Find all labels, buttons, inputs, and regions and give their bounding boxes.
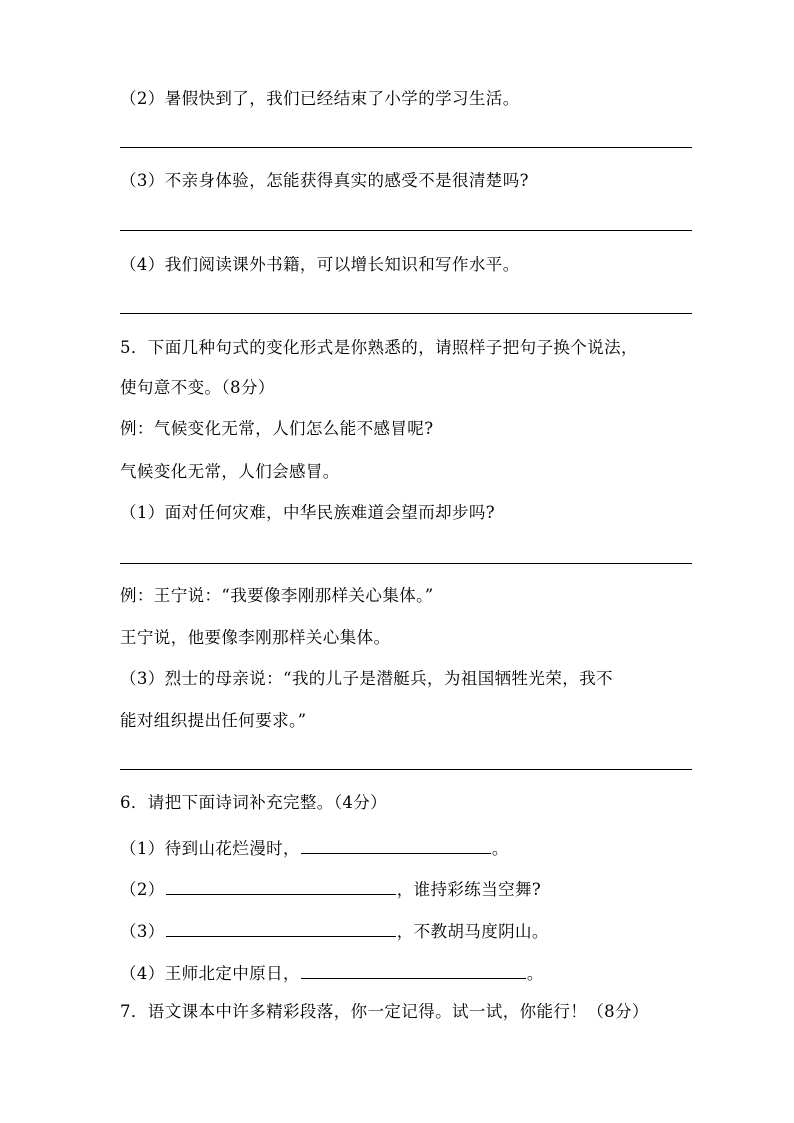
answer-line-4-4[interactable]	[120, 313, 692, 314]
question-4-4: （4）我们阅读课外书籍，可以增长知识和写作水平。	[120, 255, 520, 274]
answer-line-4-3[interactable]	[120, 230, 692, 231]
question-5-example-1: 例：气候变化无常，人们怎么能不感冒呢?	[120, 419, 434, 438]
question-5-example-1-answer: 气候变化无常，人们会感冒。	[120, 462, 340, 481]
poem-2-prefix: （2）	[120, 880, 165, 899]
question-5-example-2: 例：王宁说：“我要像李刚那样关心集体。”	[120, 586, 434, 605]
question-5-1: （1）面对任何灾难，中华民族难道会望而却步吗?	[120, 503, 496, 522]
answer-line-5-3[interactable]	[120, 769, 692, 770]
poem-3-blank[interactable]	[166, 918, 396, 937]
answer-line-4-2[interactable]	[120, 147, 692, 148]
poem-3-prefix: （3）	[120, 922, 165, 941]
question-4-2: （2）暑假快到了，我们已经结束了小学的学习生活。	[120, 89, 520, 108]
question-4-3: （3）不亲身体验，怎能获得真实的感受不是很清楚吗?	[120, 171, 529, 190]
poem-4-suffix: 。	[526, 964, 544, 983]
poem-4-blank[interactable]	[301, 960, 526, 979]
poem-line-4	[120, 960, 544, 985]
question-7-title: 7．语文课本中许多精彩段落，你一定记得。试一试，你能行！（8分）	[120, 1002, 649, 1021]
poem-2-blank[interactable]	[166, 876, 396, 895]
question-5-3-line2: 能对组织提出任何要求。”	[120, 711, 307, 730]
question-5-3-line1: （3）烈士的母亲说：“我的儿子是潜艇兵，为祖国牺牲光荣，我不	[120, 669, 613, 688]
poem-2-suffix: ，谁持彩练当空舞?	[396, 880, 542, 899]
question-6-title: 6．请把下面诗词补充完整。（4分）	[120, 793, 388, 812]
poem-3-suffix: ，不教胡马度阴山。	[396, 922, 549, 941]
poem-1-blank[interactable]	[301, 835, 491, 854]
poem-line-1	[120, 835, 509, 860]
poem-line-2	[120, 876, 541, 901]
poem-1-prefix: （1）待到山花烂漫时，	[120, 839, 300, 858]
question-5-title-line1: 5．下面几种句式的变化形式是你熟悉的，请照样子把句子换个说法，	[120, 338, 638, 357]
question-5-title-line2: 使句意不变。（8分）	[120, 378, 275, 397]
question-5-example-2-answer: 王宁说，他要像李刚那样关心集体。	[120, 628, 391, 647]
poem-1-suffix: 。	[491, 839, 509, 858]
poem-4-prefix: （4）王师北定中原日，	[120, 964, 300, 983]
poem-line-3	[120, 918, 549, 943]
answer-line-5-1[interactable]	[120, 563, 692, 564]
